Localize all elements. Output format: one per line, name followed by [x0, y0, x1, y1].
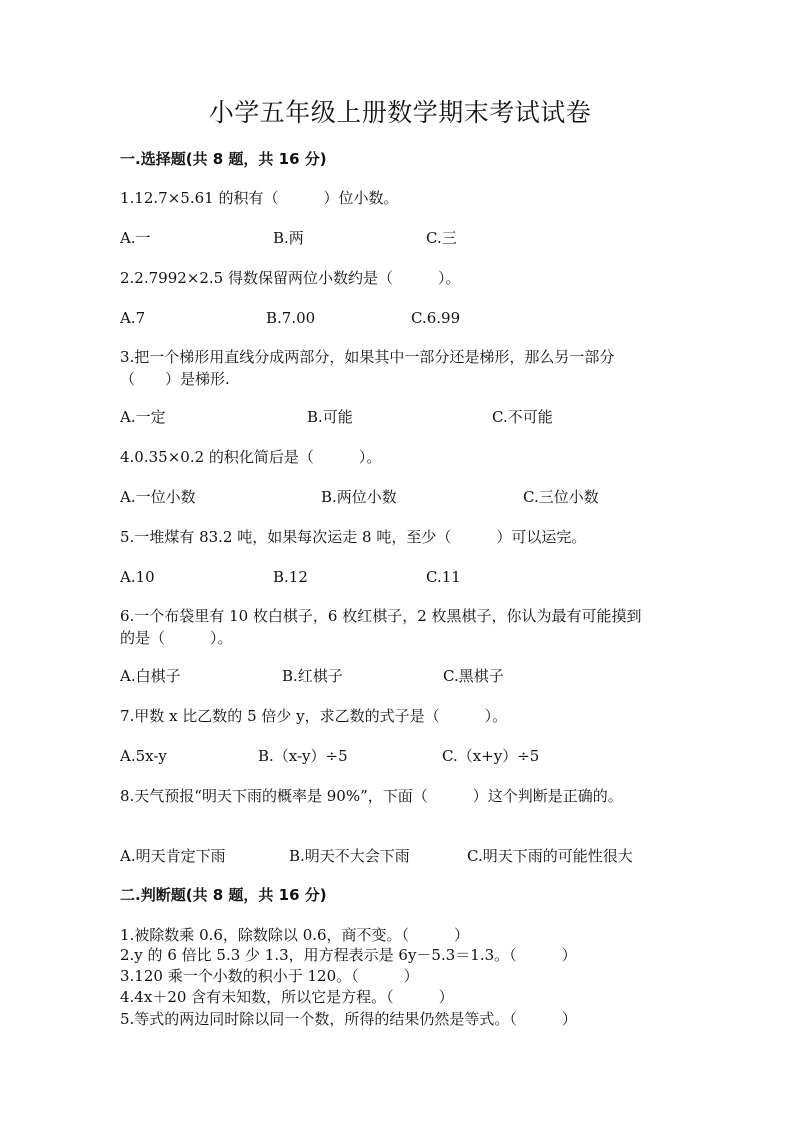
question-3-line-1: 3.把一个梯形用直线分成两部分，如果其中一部分还是梯形，那么另一部分 [120, 348, 615, 366]
q4-option-a: A.一位小数 [120, 488, 196, 506]
q3-option-b: B.可能 [307, 408, 353, 426]
q3-option-a: A.一定 [120, 408, 166, 426]
q4-option-b: B.两位小数 [321, 488, 397, 506]
q2-option-b: B.7.00 [266, 309, 316, 327]
question-2: 2.2.7992×2.5 得数保留两位小数约是（ ）。 [120, 269, 461, 287]
q5-option-c: C.11 [426, 568, 461, 586]
question-6-line-2: 的是（ ）。 [120, 629, 233, 647]
question-8: 8.天气预报“明天下雨的概率是 90%”，下面（ ）这个判断是正确的。 [120, 787, 623, 805]
q4-option-c: C.三位小数 [523, 488, 599, 506]
q6-option-a: A.白棋子 [120, 667, 181, 685]
q7-option-b: B.（x-y）÷5 [258, 747, 348, 765]
question-1: 1.12.7×5.61 的积有（ ）位小数。 [120, 189, 399, 207]
question-3 [120, 346, 680, 390]
q1-option-a: A.一 [120, 229, 151, 247]
q8-option-b: B.明天不大会下雨 [289, 847, 410, 865]
page-title: 小学五年级上册数学期末考试试卷 [208, 98, 592, 127]
section-heading-judgment: 二.判断题(共 8 题，共 16 分) [120, 886, 327, 904]
q8-option-c: C.明天下雨的可能性很大 [467, 847, 633, 865]
q3-option-c: C.不可能 [492, 408, 553, 426]
judgment-5: 5.等式的两边同时除以同一个数，所得的结果仍然是等式。（ ） [120, 1010, 577, 1028]
q2-option-c: C.6.99 [411, 309, 461, 327]
q6-option-b: B.红棋子 [282, 667, 343, 685]
q1-option-b: B.两 [273, 229, 304, 247]
q2-option-a: A.7 [120, 309, 146, 327]
question-7: 7.甲数 x 比乙数的 5 倍少 y，求乙数的式子是（ ）。 [120, 707, 508, 725]
question-4: 4.0.35×0.2 的积化简后是（ ）。 [120, 448, 382, 466]
q5-option-b: B.12 [273, 568, 308, 586]
judgment-3: 3.120 乘一个小数的积小于 120。（ ） [120, 967, 419, 985]
question-3-line-2: （ ）是梯形. [120, 370, 230, 388]
judgment-4: 4.4x＋20 含有未知数，所以它是方程。（ ） [120, 988, 454, 1006]
section-heading-choice: 一.选择题(共 8 题，共 16 分) [120, 150, 327, 168]
q7-option-a: A.5x-y [120, 747, 167, 765]
q5-option-a: A.10 [120, 568, 155, 586]
q6-option-c: C.黑棋子 [443, 667, 504, 685]
q1-option-c: C.三 [426, 229, 457, 247]
question-5: 5.一堆煤有 83.2 吨，如果每次运走 8 吨，至少（ ）可以运完。 [120, 528, 587, 546]
q8-option-a: A.明天肯定下雨 [120, 847, 226, 865]
question-6 [120, 605, 680, 649]
question-6-line-1: 6.一个布袋里有 10 枚白棋子，6 枚红棋子，2 枚黑棋子，你认为最有可能摸到 [120, 607, 642, 625]
judgment-1: 1.被除数乘 0.6，除数除以 0.6，商不变。（ ） [120, 926, 470, 944]
judgment-2: 2.y 的 6 倍比 5.3 少 1.3，用方程表示是 6y－5.3＝1.3。（ ） [120, 946, 577, 964]
q7-option-c: C.（x+y）÷5 [442, 747, 540, 765]
